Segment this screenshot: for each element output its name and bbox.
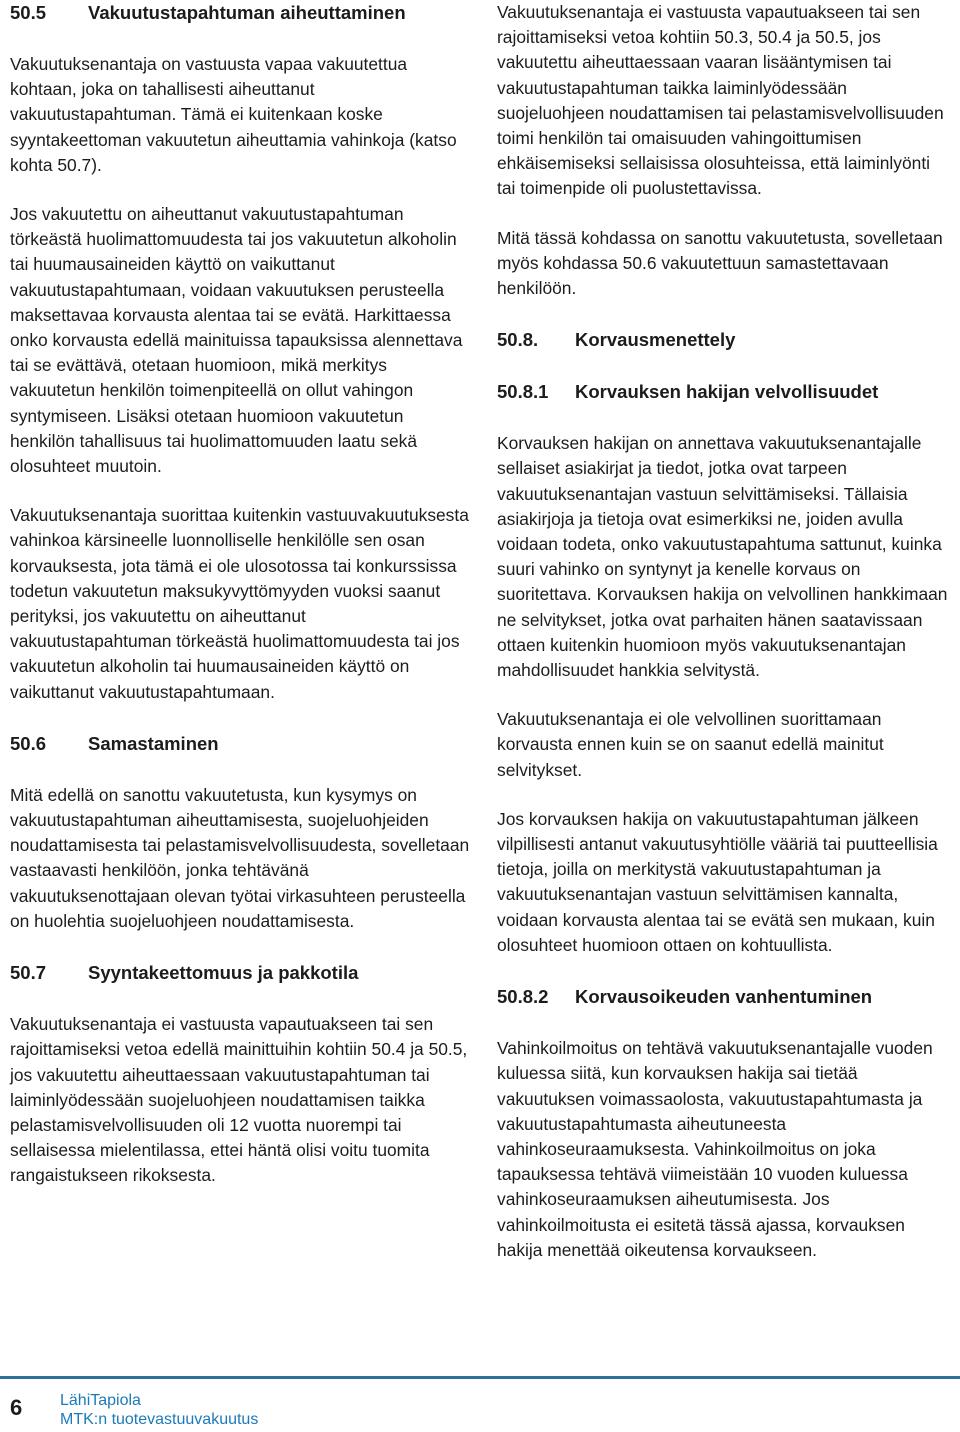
page-footer [0,1376,960,1432]
section-heading [497,379,953,405]
section-number: 50.8.2 [497,986,549,1008]
paragraph: Vakuutuksenantaja on vastuusta vapaa vakuutettua kohtaan, joka on tahallisesti aiheuttanut vakuutustapahtuman. Tämä ei kuitenkaan koske syyntakeettoman vakuutetun aiheuttamia vahinkoja (katso kohta 50.7). [10,54,457,175]
section-heading [497,984,953,1010]
footer-brand [60,1391,258,1429]
paragraph: Jos vakuutettu on aiheuttanut vakuutustapahtuman törkeästä huolimattomuudesta tai jos vakuutetun alkoholin tai huumausaineiden käyttö on vaikuttanut vakuutustapahtumaan, voidaan vakuutuksen perusteella maksettavaa korvausta alentaa tai se evätä. Harkittaessa onko korvausta edellä mainituissa tapauksissa alennettava tai se evättävä, otetaan huomioon, mikä merkitys vakuutetun henkilön toimenpiteellä on ollut vahingon syntymiseen. Lisäksi otetaan huomioon vakuutetun henkilön tahallisuus tai huolimattomuuden laatu sekä olosuhteet muutoin. [10,204,463,477]
paragraph: Vakuutuksenantaja ei ole velvollinen suorittamaan korvausta ennen kuin se on saanut edellä mainitut selvitykset. [497,709,884,780]
paragraph: Vahinkoilmoitus on tehtävä vakuutuksenantajalle vuoden kuluessa siitä, kun korvauksen hakija sai tietää vakuutuksen voimassaolosta, vakuutustapahtumasta ja vakuutustapahtumasta aiheutuneesta vahinkoseuraamuksesta. Vahinkoilmoitus on joka tapauksessa tehtävä viimeistään 10 vuoden kuluessa vahinkoseuraamuksen aiheutumisesta. Jos vahinkoilmoitusta ei esitetä tässä ajassa, korvauksen hakija menettää oikeutensa korvaukseen. [497,1038,933,1260]
section-50-7 [10,960,472,1188]
section-number: 50.6 [10,732,47,754]
section-heading [10,960,472,986]
section-title: Korvausoikeuden vanhentuminen [575,986,873,1008]
paragraph: Vakuutuksenantaja ei vastuusta vapautuakseen tai sen rajoittamiseksi vetoa edellä mainittuihin kohtiin 50.4 ja 50.5, jos vakuutettu aiheuttaessaan vakuutustapahtuman tai laiminlyödessään suojeluohjeen noudattamisen taikka pelastamisvelvollisuuden oli 12 vuotta nuorempi tai sellaisessa mielentilassa, ettei häntä olisi voitu tuomita rangaistukseen rikoksesta. [10,1014,468,1186]
section-number: 50.8. [497,329,539,351]
section-heading [10,0,472,26]
right-column [497,0,953,1263]
section-title: Samastaminen [88,732,219,754]
section-title: Korvausmenettely [575,329,736,351]
section-title: Vakuutustapahtuman aiheuttaminen [88,2,406,23]
brand-product: MTK:n tuotevastuuvakuutus [60,1411,259,1428]
paragraph: Mitä tässä kohdassa on sanottu vakuutetusta, sovelletaan myös kohdassa 50.6 vakuutettuun samastettavaan henkilöön. [497,227,943,299]
paragraph: Jos korvauksen hakija on vakuutustapahtuman jälkeen vilpillisesti antanut vakuutusyhtiölle vääriä tai puutteellisia tietoja, joilla on merkitystä vakuutustapahtuman ja vakuutuksenantajan vastuun selvittämisen kannalta, voidaan korvausta alentaa tai se evätä sen mukaan, kuin olosuhteet huomioon ottaen on kohtuullista. [497,808,938,955]
left-column [10,0,472,1189]
brand-name: LähiTapiola [60,1392,141,1409]
section-number: 50.5 [10,2,47,23]
paragraph: Vakuutuksenantaja ei vastuusta vapautuakseen tai sen rajoittamiseksi vetoa kohtiin 50.3, 50.4 ja 50.5, jos vakuutettu aiheuttaessaan vaaran lisääntymisen tai vakuutustapahtuman taikka laiminlyödessään suojeluohjeen noudattamisen tai pelastamisvelvollisuuden toimi henkilön tai omaisuuden vahingoittumisen ehkäisemiseksi sellaisissa olosuhteissa, että laiminlyönti tai toimenpide oli puolustettavissa. [497,2,944,199]
section-heading-50-8 [497,327,953,353]
section-number: 50.8.1 [497,381,549,403]
section-50-5 [10,0,472,705]
section-title: Syyntakeettomuus ja pakkotila [88,962,359,984]
section-title: Korvauksen hakijan velvollisuudet [575,381,879,403]
section-50-8-1 [497,379,953,958]
section-number: 50.7 [10,962,47,984]
page-number: 6 [10,1395,23,1420]
section-50-6 [10,731,472,934]
paragraph: Mitä edellä on sanottu vakuutetusta, kun kysymys on vakuutustapahtuman aiheuttamisesta, suojeluohjeiden noudattamisesta tai pelastamisvelvollisuudesta, sovelletaan vastaavasti henkilöön, jonka tehtävänä vakuutuksenottajaan olevan työtai virkasuhteen perusteella on huolehtia suojeluohjeen noudattamisesta. [10,784,470,931]
paragraph: Vakuutuksenantaja suorittaa kuitenkin vastuuvakuutuksesta vahinkoa kärsineelle luonnolliselle henkilölle sen osan korvauksesta, jota tämä ei ole ulosotossa tai konkurssissa todetun vakuutetun maksukyvyttömyyden vuoksi saanut perityksi, jos vakuutettu on aiheuttanut vakuutustapahtuman törkeästä huolimattomuudesta tai jos vakuutetun alkoholin tai huumausaineiden käyttö on vaikuttanut vakuutustapahtumaan. [10,505,469,702]
paragraph: Korvauksen hakijan on annettava vakuutuksenantajalle sellaiset asiakirjat ja tiedot, jotka ovat tarpeen vakuutuksenantajan vastuun selvittämiseksi. Tällaisia asiakirjoja ja tietoja ovat esimerkiksi ne, joiden avulla voidaan todeta, onko vakuutustapahtuma sattunut, kuinka suuri vahinko on syntynyt ja kenelle korvaus on suoritettava. Korvauksen hakija on velvollinen hankkimaan ne selvitykset, jotka ovat parhaiten hänen saatavissaan ottaen kuitenkin huomioon myös vakuutuksenantajan mahdollisuudet hankkia selvitystä. [497,433,948,681]
section-50-8-2 [497,984,953,1263]
section-heading [10,731,472,757]
